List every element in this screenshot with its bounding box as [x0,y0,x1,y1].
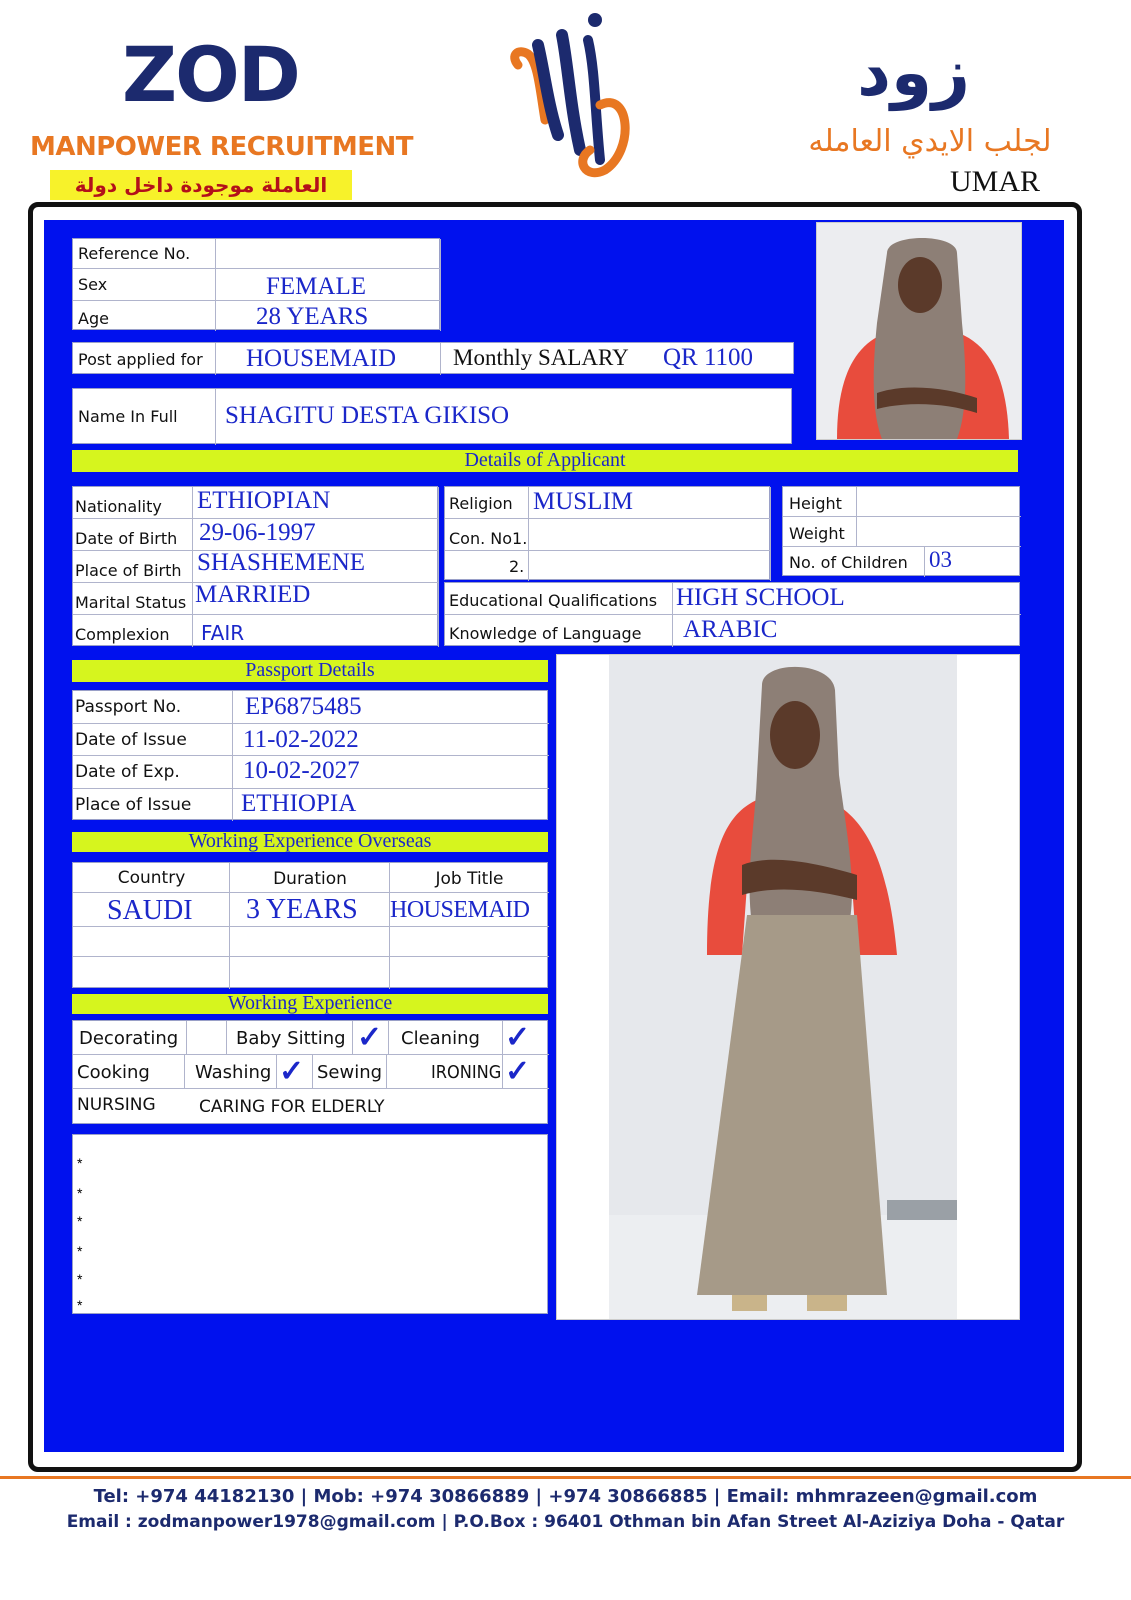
overseas-title: Working Experience Overseas [72,832,548,852]
language-label: Knowledge of Language [449,624,642,643]
country-header: Country [117,868,186,888]
passport-table [72,690,548,820]
cleaning-check-icon: ✓ [505,1021,531,1054]
skill-ironing: IRONING [431,1062,502,1083]
contact1-label: Con. No1. [449,529,528,548]
weight-label: Weight [789,524,845,543]
skill-sewing: Sewing [317,1062,383,1083]
dob-label: Date of Birth [75,529,178,548]
overseas-table [72,862,548,988]
skill-washing: Washing [195,1062,272,1083]
issue-date-label: Date of Issue [75,730,187,750]
notes-box [72,1134,548,1314]
religion-value: MUSLIM [533,488,634,515]
details-right [782,486,1020,576]
full-body-photo [556,654,1020,1320]
skills-title: Working Experience [72,994,548,1014]
agent-name: UMAR [950,165,1041,198]
info-box-top [72,238,440,330]
religion-label: Religion [449,494,513,513]
complexion-value: FAIR [201,621,245,645]
skill-baby-sitting: Baby Sitting [236,1028,346,1049]
skill-cooking: Cooking [77,1062,150,1083]
note-bullet: * [77,1213,83,1229]
salary-value: QR 1100 [663,344,754,371]
exp-date-label: Date of Exp. [75,762,180,782]
issue-place-label: Place of Issue [75,795,192,815]
complexion-label: Complexion [75,625,170,644]
job-header: Job Title [435,869,504,889]
footer-address-line: Email : zodmanpower1978@gmail.com | P.O.Box : 96401 Othman bin Afan Street Al-Aziziya Doha - Qatar [66,1512,1065,1532]
salary-label: Monthly SALARY [453,345,629,370]
footer-contact-line: Tel: +974 44182130 | Mob: +974 30866889 | +974 30866885 | Email: mhmrazeen@gmail.com [93,1486,1038,1507]
washing-check-icon: ✓ [279,1055,305,1088]
skill-cleaning: Cleaning [401,1028,480,1049]
footer-divider [0,1476,1131,1479]
overseas-job: HOUSEMAID [390,897,530,923]
name-value: SHAGITU DESTA GIKISO [225,402,510,429]
post-label: Post applied for [78,350,203,369]
language-value: ARABIC [683,616,778,643]
arabic-brand: زود [857,34,970,111]
age-label: Age [78,309,109,328]
pob-label: Place of Birth [75,561,182,580]
issue-date-value: 11-02-2022 [243,726,359,753]
sex-value: FEMALE [266,273,366,300]
age-value: 28 YEARS [256,303,369,330]
sex-label: Sex [78,275,108,294]
nationality-label: Nationality [75,497,162,516]
reference-label: Reference No. [78,244,191,263]
overseas-country: SAUDI [107,895,193,926]
marital-label: Marital Status [75,593,187,612]
education-value: HIGH SCHOOL [676,584,845,611]
skills-table [72,1020,548,1124]
portrait-photo [816,222,1022,440]
note-bullet: * [77,1297,83,1313]
dob-value: 29-06-1997 [199,519,316,546]
name-row [72,388,792,444]
company-logo-icon [500,10,650,185]
children-label: No. of Children [789,553,908,572]
details-education [444,582,1020,646]
children-value: 03 [929,547,952,572]
brand-logo-text: ZOD [122,30,299,119]
passport-no-label: Passport No. [75,697,182,717]
note-bullet: * [77,1155,83,1171]
ironing-check-icon: ✓ [505,1055,531,1088]
note-bullet: * [77,1271,83,1287]
baby-sitting-check-icon: ✓ [357,1021,383,1054]
arabic-note: العاملة موجودة داخل دولة [50,170,352,200]
skill-caring-elderly: CARING FOR ELDERLY [199,1097,385,1117]
brand-subtitle: MANPOWER RECRUITMENT [30,132,413,162]
nationality-value: ETHIOPIAN [197,487,331,514]
details-middle [444,486,770,580]
post-row [72,342,794,374]
marital-value: MARRIED [195,583,311,608]
note-bullet: * [77,1185,83,1201]
issue-place-value: ETHIOPIA [241,790,357,817]
skill-decorating: Decorating [79,1028,179,1049]
passport-title: Passport Details [72,660,548,682]
name-label: Name In Full [78,407,178,426]
education-label: Educational Qualifications [449,591,658,610]
passport-no-value: EP6875485 [245,693,362,720]
pob-value: SHASHEMENE [197,551,366,576]
exp-date-value: 10-02-2027 [243,757,360,784]
duration-header: Duration [273,869,347,889]
arabic-tagline: لجلب الايدي العامله [808,124,1052,159]
details-left [72,486,438,646]
note-bullet: * [77,1243,83,1259]
overseas-duration: 3 YEARS [246,894,358,925]
skill-nursing: NURSING [77,1095,156,1115]
contact2-label: 2. [509,557,525,576]
details-title: Details of Applicant [72,450,1018,472]
post-value: HOUSEMAID [246,345,396,372]
height-label: Height [789,494,842,513]
